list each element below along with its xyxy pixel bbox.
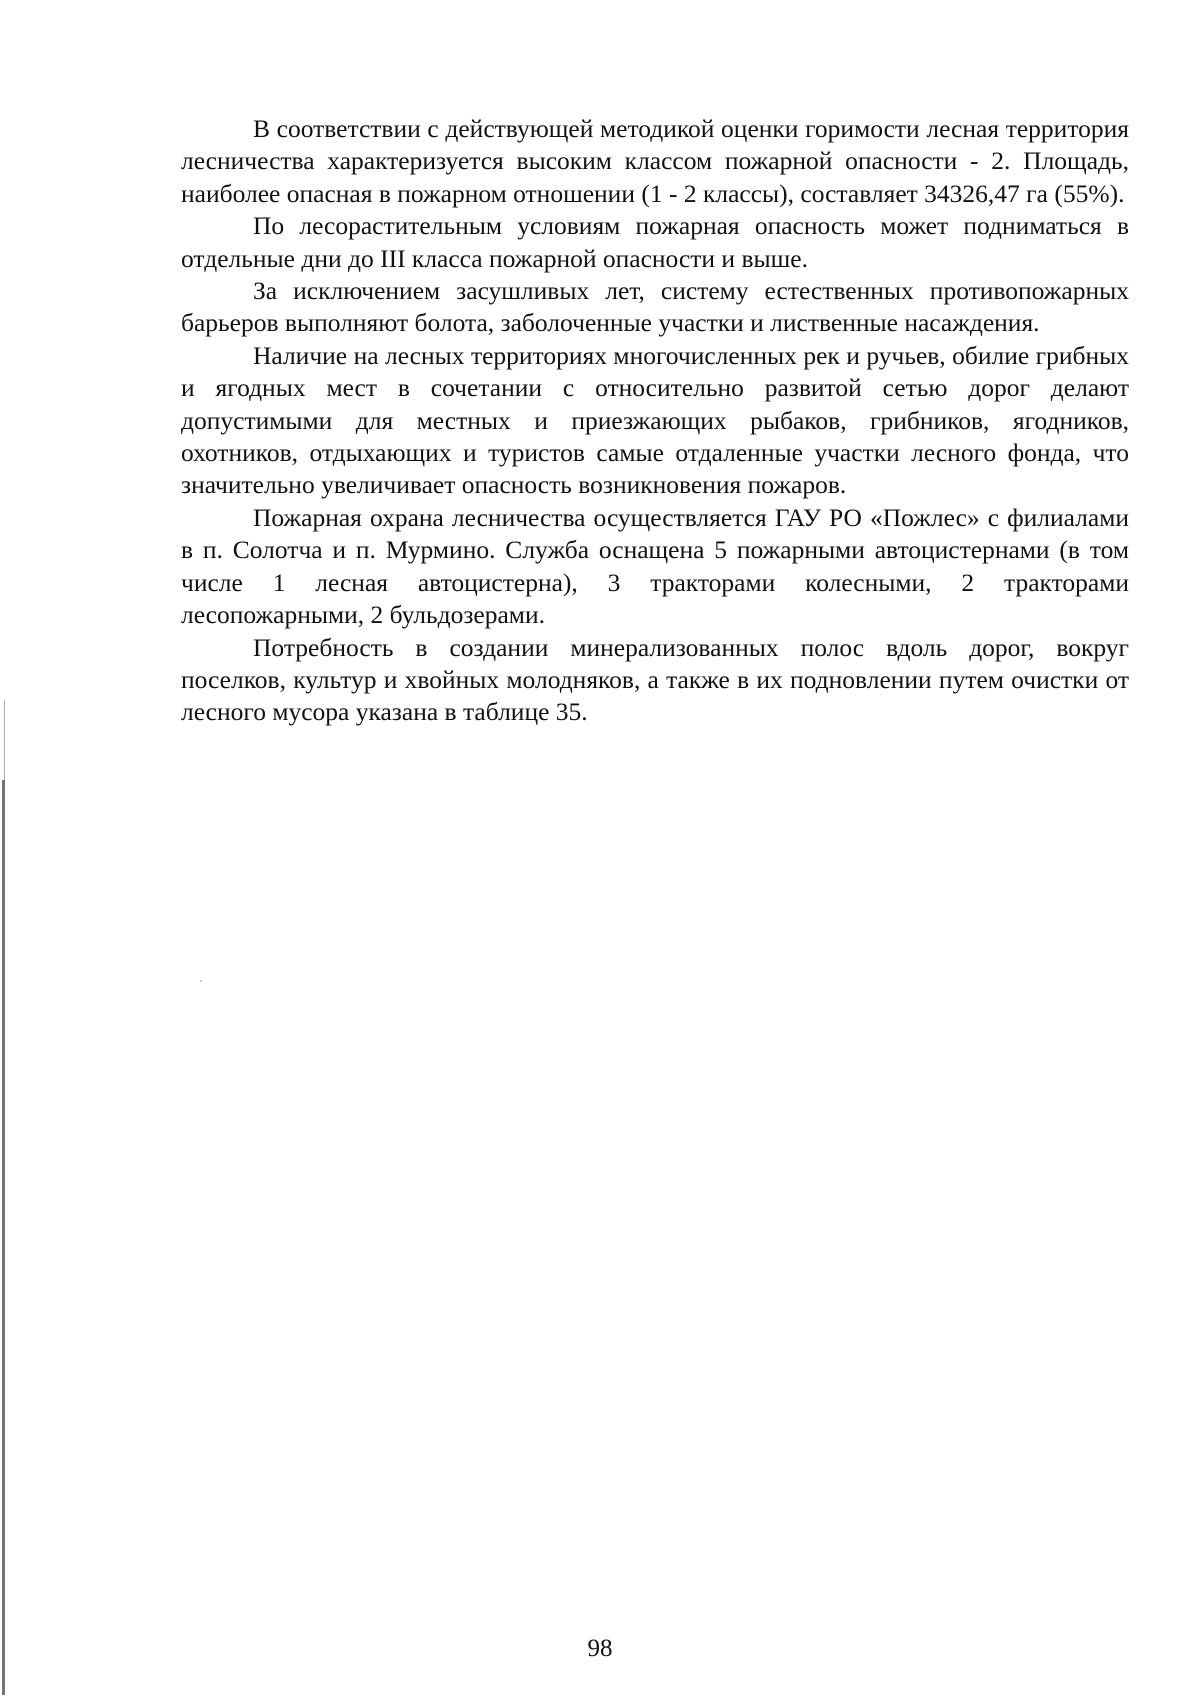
page-number: 98	[587, 1635, 613, 1662]
paragraph-fire-protection: Пожарная охрана лесничества осуществляется ГАУ РО «Пожлес» с филиалами в п. Солотча и п. Мурмино. Служба оснащена 5 пожарными автоцистернами (в том числе 1 лесная автоцистерна), 3 тракторами колесными, 2 тракторами лесопожарными, 2 бульдозерами.	[181, 502, 1129, 630]
scan-speck	[200, 980, 202, 982]
paragraph-forest-conditions: По лесорастительным условиям пожарная опасность может подниматься в отдельные дни до III класса пожарной опасности и выше.	[181, 211, 1129, 273]
paragraph-mineralized-strips: Потребность в создании минерализованных полос вдоль дорог, вокруг поселков, культур и хвойных молодняков, а также в их подновлении путем очистки от лесного мусора указана в таблице 35.	[181, 632, 1129, 727]
paragraph-fire-danger-class: В соответствии с действующей методикой оценки горимости лесная территория лесничества характеризуется высоким классом пожарной опасности - 2. Площадь, наиболее опасная в пожарном отношении (1 - 2 классы), составляет 34326,47 га (55%).	[181, 114, 1129, 208]
body-text	[181, 113, 1129, 729]
scan-edge-shadow	[2, 780, 5, 1695]
scan-edge-shadow	[4, 700, 5, 780]
paragraph-visitors-risk: Наличие на лесных территориях многочисленных рек и ручьев, обилие грибных и ягодных мест в сочетании с относительно развитой сетью дорог делают допустимыми для местных и приезжающих рыбаков, грибников, ягодников, охотников, отдыхающих и туристов самые отдаленные участки лесного фонда, что значительно увеличивает опасность возникновения пожаров.	[181, 340, 1129, 500]
paragraph-natural-barriers: За исключением засушливых лет, систему естественных противопожарных барьеров выполняют болота, заболоченные участки и лиственные насаждения.	[181, 276, 1129, 338]
